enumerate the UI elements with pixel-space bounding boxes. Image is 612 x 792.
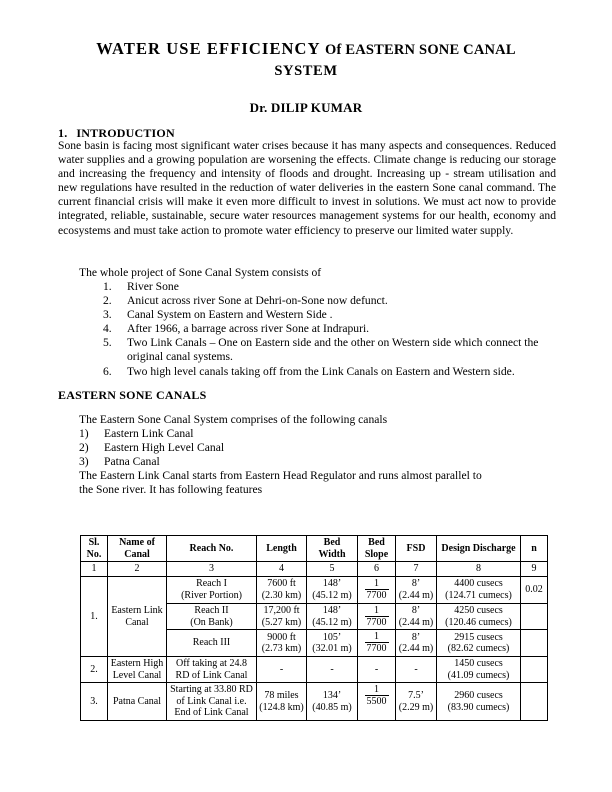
column-number: 3 bbox=[167, 562, 257, 577]
bed-width-m: (45.12 m) bbox=[312, 589, 352, 601]
document-title bbox=[56, 38, 556, 82]
cell-bed-width bbox=[307, 630, 358, 657]
fsd-ft: 7.5’ bbox=[408, 689, 424, 701]
fraction-numerator: 1 bbox=[365, 605, 389, 617]
table-header-row bbox=[81, 536, 548, 562]
canal-specifications-table bbox=[80, 535, 548, 721]
eastern-lead-line: The Eastern Sone Canal System comprises of the following canals bbox=[79, 413, 388, 426]
fraction bbox=[365, 605, 389, 628]
fsd-m: (2.44 m) bbox=[398, 643, 434, 655]
cell-length bbox=[257, 603, 307, 630]
cell-length bbox=[257, 683, 307, 721]
list-marker: 3. bbox=[103, 308, 112, 322]
fsd-m: (2.44 m) bbox=[398, 616, 434, 628]
list-text: Two high level canals taking off from the Link Canals on Eastern and Western side. bbox=[127, 364, 515, 378]
list-item bbox=[103, 280, 555, 294]
title-line-2: SYSTEM bbox=[274, 63, 338, 79]
fraction-numerator: 1 bbox=[365, 578, 389, 590]
column-header-n: n bbox=[521, 536, 548, 562]
list-item bbox=[79, 455, 556, 469]
column-number: 9 bbox=[521, 562, 548, 577]
list-marker: 2) bbox=[79, 441, 89, 455]
column-number: 2 bbox=[108, 562, 167, 577]
column-number: 1 bbox=[81, 562, 108, 577]
column-number: 7 bbox=[396, 562, 437, 577]
fraction bbox=[365, 578, 389, 601]
list-text: Two Link Canals – One on Eastern side and the other on Western side which connect the original canal systems. bbox=[127, 336, 539, 364]
fraction bbox=[365, 684, 389, 707]
author-name: Dr. DILIP KUMAR bbox=[249, 100, 363, 115]
table-column-number-row bbox=[81, 562, 548, 577]
cell-length bbox=[257, 577, 307, 604]
description-line-1: The Eastern Link Canal starts from Eastern Head Regulator and runs almost parallel to bbox=[79, 469, 482, 483]
length-km: (2.73 km) bbox=[261, 643, 302, 655]
cell-design-discharge bbox=[437, 577, 521, 604]
fsd-m: (2.44 m) bbox=[398, 589, 434, 601]
cell-fsd bbox=[396, 577, 437, 604]
cell-fsd bbox=[396, 683, 437, 721]
fraction-denominator: 7700 bbox=[366, 643, 387, 655]
list-marker: 1. bbox=[103, 280, 112, 293]
reach-line-2: (On Bank) bbox=[190, 616, 233, 628]
title-main-text: WATER USE EFFICIENCY bbox=[96, 39, 321, 58]
cell-n bbox=[521, 603, 548, 630]
column-number: 4 bbox=[257, 562, 307, 577]
eastern-link-canal-description bbox=[79, 469, 556, 497]
bed-width-ft: 148’ bbox=[322, 578, 342, 590]
bed-width-ft: 105’ bbox=[322, 631, 342, 643]
cell-bed-width bbox=[307, 577, 358, 604]
fraction-numerator: 1 bbox=[365, 684, 389, 696]
list-marker: 6. bbox=[103, 364, 112, 378]
cell-sl-no: 3. bbox=[81, 683, 108, 721]
list-marker: 5. bbox=[103, 336, 112, 350]
title-rest-text: Of EASTERN SONE CANAL bbox=[325, 42, 516, 58]
description-line-2: the Sone river. It has following features bbox=[79, 483, 263, 497]
cell-bed-width bbox=[307, 683, 358, 721]
cell-design-discharge bbox=[437, 603, 521, 630]
eastern-canals-block bbox=[79, 413, 556, 498]
column-header-name-of-canal: Name of Canal bbox=[108, 536, 167, 562]
length-ft: 9000 ft bbox=[267, 631, 296, 643]
cell-canal-name: Eastern High Level Canal bbox=[108, 656, 167, 682]
fsd-ft: 8’ bbox=[411, 578, 421, 590]
cell-reach bbox=[167, 577, 257, 604]
fraction-denominator: 7700 bbox=[366, 616, 387, 628]
fraction bbox=[365, 631, 389, 654]
discharge-cusecs: 2960 cusecs bbox=[454, 689, 503, 701]
column-header-reach-no: Reach No. bbox=[167, 536, 257, 562]
cell-bed-slope bbox=[358, 577, 396, 604]
list-item bbox=[79, 427, 556, 441]
cell-n bbox=[521, 656, 548, 682]
bed-width-m: (45.12 m) bbox=[312, 616, 352, 628]
list-text: Canal System on Eastern and Western Side . bbox=[127, 308, 333, 322]
list-item bbox=[103, 308, 555, 322]
cell-bed-slope bbox=[358, 683, 396, 721]
eastern-canal-list bbox=[79, 427, 556, 469]
reach-line-1: Reach II bbox=[194, 604, 229, 616]
length-km: (5.27 km) bbox=[261, 616, 302, 628]
discharge-cumecs: (120.46 cumecs) bbox=[445, 616, 512, 628]
length-ft: 7600 ft bbox=[267, 578, 296, 590]
discharge-cumecs: (41.09 cumecs) bbox=[447, 669, 510, 681]
discharge-cumecs: (83.90 cumecs) bbox=[447, 701, 510, 713]
cell-fsd: - bbox=[396, 656, 437, 682]
bed-width-m: (32.01 m) bbox=[312, 643, 352, 655]
cell-fsd bbox=[396, 630, 437, 657]
list-item bbox=[79, 441, 556, 455]
list-text: Anicut across river Sone at Dehri-on-Sone now defunct. bbox=[127, 294, 388, 308]
fraction-numerator: 1 bbox=[365, 631, 389, 643]
cell-canal-name: Eastern Link Canal bbox=[108, 577, 167, 657]
cell-reach: Reach III bbox=[167, 630, 257, 657]
reach-line-2: (River Portion) bbox=[181, 589, 242, 601]
column-number: 5 bbox=[307, 562, 358, 577]
cell-bed-slope bbox=[358, 630, 396, 657]
cell-design-discharge bbox=[437, 683, 521, 721]
column-header-design-discharge: Design Discharge bbox=[437, 536, 521, 562]
cell-n: 0.02 bbox=[521, 577, 548, 604]
column-header-sl-no: Sl. No. bbox=[81, 536, 108, 562]
cell-bed-slope: - bbox=[358, 656, 396, 682]
project-lead-line: The whole project of Sone Canal System consists of bbox=[79, 266, 322, 279]
discharge-cusecs: 4400 cusecs bbox=[454, 578, 503, 590]
discharge-cusecs: 2915 cusecs bbox=[454, 631, 503, 643]
list-marker: 3) bbox=[79, 455, 89, 469]
discharge-cusecs: 1450 cusecs bbox=[454, 657, 503, 669]
fsd-ft: 8’ bbox=[411, 631, 421, 643]
cell-design-discharge bbox=[437, 630, 521, 657]
cell-bed-width bbox=[307, 603, 358, 630]
list-text: After 1966, a barrage across river Sone at Indrapuri. bbox=[127, 322, 370, 336]
section-number: 1. bbox=[58, 126, 68, 140]
list-item bbox=[103, 336, 555, 364]
cell-sl-no: 2. bbox=[81, 656, 108, 682]
fraction-denominator: 5500 bbox=[366, 696, 387, 708]
discharge-cusecs: 4250 cusecs bbox=[454, 604, 503, 616]
length-km: (124.8 km) bbox=[259, 701, 304, 713]
table-row bbox=[81, 577, 548, 604]
cell-fsd bbox=[396, 603, 437, 630]
cell-reach: Off taking at 24.8 RD of Link Canal bbox=[167, 656, 257, 682]
cell-length: - bbox=[257, 656, 307, 682]
column-header-bed-width: Bed Width bbox=[307, 536, 358, 562]
reach-line-1: Reach I bbox=[196, 578, 227, 590]
section-heading-eastern-sone-canals: EASTERN SONE CANALS bbox=[58, 388, 207, 402]
column-header-length: Length bbox=[257, 536, 307, 562]
title-line-1 bbox=[56, 38, 556, 61]
cell-bed-slope bbox=[358, 603, 396, 630]
fraction-denominator: 7700 bbox=[366, 590, 387, 602]
cell-design-discharge bbox=[437, 656, 521, 682]
discharge-cumecs: (82.62 cumecs) bbox=[447, 643, 510, 655]
list-text: Eastern Link Canal bbox=[104, 427, 194, 441]
list-item bbox=[103, 322, 555, 336]
list-item bbox=[103, 294, 555, 308]
length-miles: 78 miles bbox=[264, 689, 299, 701]
length-km: (2.30 km) bbox=[261, 589, 302, 601]
list-marker: 1) bbox=[79, 427, 89, 441]
column-number: 8 bbox=[437, 562, 521, 577]
list-marker: 4. bbox=[103, 322, 112, 336]
list-text: River Sone bbox=[127, 280, 179, 293]
cell-sl-no: 1. bbox=[81, 577, 108, 657]
cell-n bbox=[521, 683, 548, 721]
fsd-ft: 8’ bbox=[411, 604, 421, 616]
introduction-paragraph: Sone basin is facing most significant water crises because it has many aspects and consequences. Reduced water supplies and a growing population are worsening the effects. Climate change is reducing our storage and increasing the frequency and intensity of floods and drought. Increasing up - stream utilisation and new regulations have resulted in the reduction of water deliveries in the eastern Sone canal command. The current financial crisis will make it even more difficult to invest in solutions. We must act now to provide integrated, reliable, sustainable, secure water resources management systems for our health, economy and ecosystems and must take action to promote water efficiency to preserve our limited water supply. bbox=[58, 139, 556, 237]
list-marker: 2. bbox=[103, 294, 112, 308]
cell-canal-name: Patna Canal bbox=[108, 683, 167, 721]
cell-reach: Starting at 33.80 RD of Link Canal i.e. End of Link Canal bbox=[167, 683, 257, 721]
cell-bed-width: - bbox=[307, 656, 358, 682]
cell-reach bbox=[167, 603, 257, 630]
cell-length bbox=[257, 630, 307, 657]
table-row bbox=[81, 656, 548, 682]
table-row bbox=[81, 683, 548, 721]
length-ft: 17,200 ft bbox=[263, 604, 300, 616]
bed-width-ft: 134’ bbox=[322, 689, 342, 701]
section-title: INTRODUCTION bbox=[76, 126, 175, 140]
bed-width-ft: 148’ bbox=[322, 604, 342, 616]
project-component-list bbox=[103, 280, 555, 379]
column-header-bed-slope: Bed Slope bbox=[358, 536, 396, 562]
list-text: Eastern High Level Canal bbox=[104, 441, 225, 455]
fsd-m: (2.29 m) bbox=[398, 701, 434, 713]
bed-width-m: (40.85 m) bbox=[312, 701, 352, 713]
discharge-cumecs: (124.71 cumecs) bbox=[445, 589, 512, 601]
column-number: 6 bbox=[358, 562, 396, 577]
cell-n bbox=[521, 630, 548, 657]
list-text: Patna Canal bbox=[104, 455, 160, 469]
column-header-fsd: FSD bbox=[396, 536, 437, 562]
list-item bbox=[103, 365, 555, 379]
